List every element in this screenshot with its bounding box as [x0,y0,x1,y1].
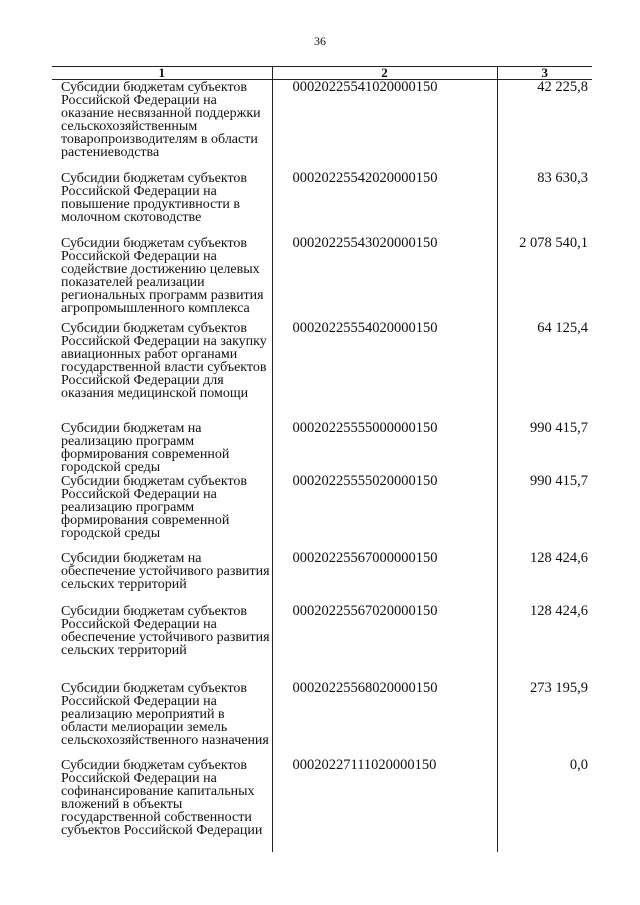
row-name: Субсидии бюджетам субъектов Российской Федерации на реализацию мероприятий в области мелиорации земель сельскохозяйственного назначения [61,680,269,748]
row-name: Субсидии бюджетам субъектов Российской Федерации на содействие достижению целевых показателей реализации региональных программ развития агропромышленного комплекса [61,235,264,316]
row-amount: 128 424,6 [497,604,592,681]
table-row [52,758,592,852]
row-code: 00020225567020000150 [272,604,497,681]
table-header-row [52,67,592,80]
row-name: Субсидии бюджетам субъектов Российской Федерации на обеспечение устойчивого развития сельских территорий [61,603,270,658]
row-amount: 990 415,7 [497,474,592,551]
row-amount: 273 195,9 [497,681,592,758]
row-name: Субсидии бюджетам субъектов Российской Федерации на софинансирование капитальных вложений в объекты государственной собственности субъектов Российской Федерации [61,757,263,838]
row-name: Субсидии бюджетам субъектов Российской Федерации на повышение продуктивности в молочном скотоводстве [61,170,248,225]
row-code: 00020227111020000150 [272,758,497,852]
row-code: 00020225555020000150 [272,474,497,551]
row-name: Субсидии бюджетам субъектов Российской Федерации на оказание несвязанной поддержки сельскохозяйственным товаропроизводителям в области растениеводства [61,80,261,160]
row-name: Субсидии бюджетам на реализацию программ формирования современной городской среды [61,420,230,475]
row-amount: 990 415,7 [497,421,592,474]
table-row [52,681,592,758]
row-code: 00020225554020000150 [272,321,497,421]
table-row [52,80,592,171]
budget-table [52,66,592,852]
row-amount: 42 225,8 [497,80,592,171]
table-row [52,474,592,551]
row-amount: 128 424,6 [497,551,592,604]
column-header-1: 1 [52,67,272,80]
row-amount: 2 078 540,1 [497,236,592,321]
row-name: Субсидии бюджетам субъектов Российской Федерации на реализацию программ формирования современной городской среды [61,473,248,541]
row-code: 00020225542020000150 [272,171,497,236]
row-code: 00020225568020000150 [272,681,497,758]
row-amount: 83 630,3 [497,171,592,236]
row-code: 00020225555000000150 [272,421,497,474]
table-row [52,236,592,321]
row-name: Субсидии бюджетам на обеспечение устойчивого развития сельских территорий [61,550,270,592]
row-code: 00020225567000000150 [272,551,497,604]
column-header-3: 3 [497,67,592,80]
row-name: Субсидии бюджетам субъектов Российской Федерации на закупку авиационных работ органами государственной власти субъектов Российской Федерации для оказания медицинской помощи [61,320,267,401]
table-row [52,321,592,421]
page-number: 36 [314,34,326,48]
table-row [52,421,592,474]
row-code: 00020225541020000150 [272,80,497,171]
row-code: 00020225543020000150 [272,236,497,321]
row-amount: 0,0 [497,758,592,852]
table-row [52,171,592,236]
column-header-2: 2 [272,67,497,80]
table-row [52,604,592,681]
table-row [52,551,592,604]
row-amount: 64 125,4 [497,321,592,421]
